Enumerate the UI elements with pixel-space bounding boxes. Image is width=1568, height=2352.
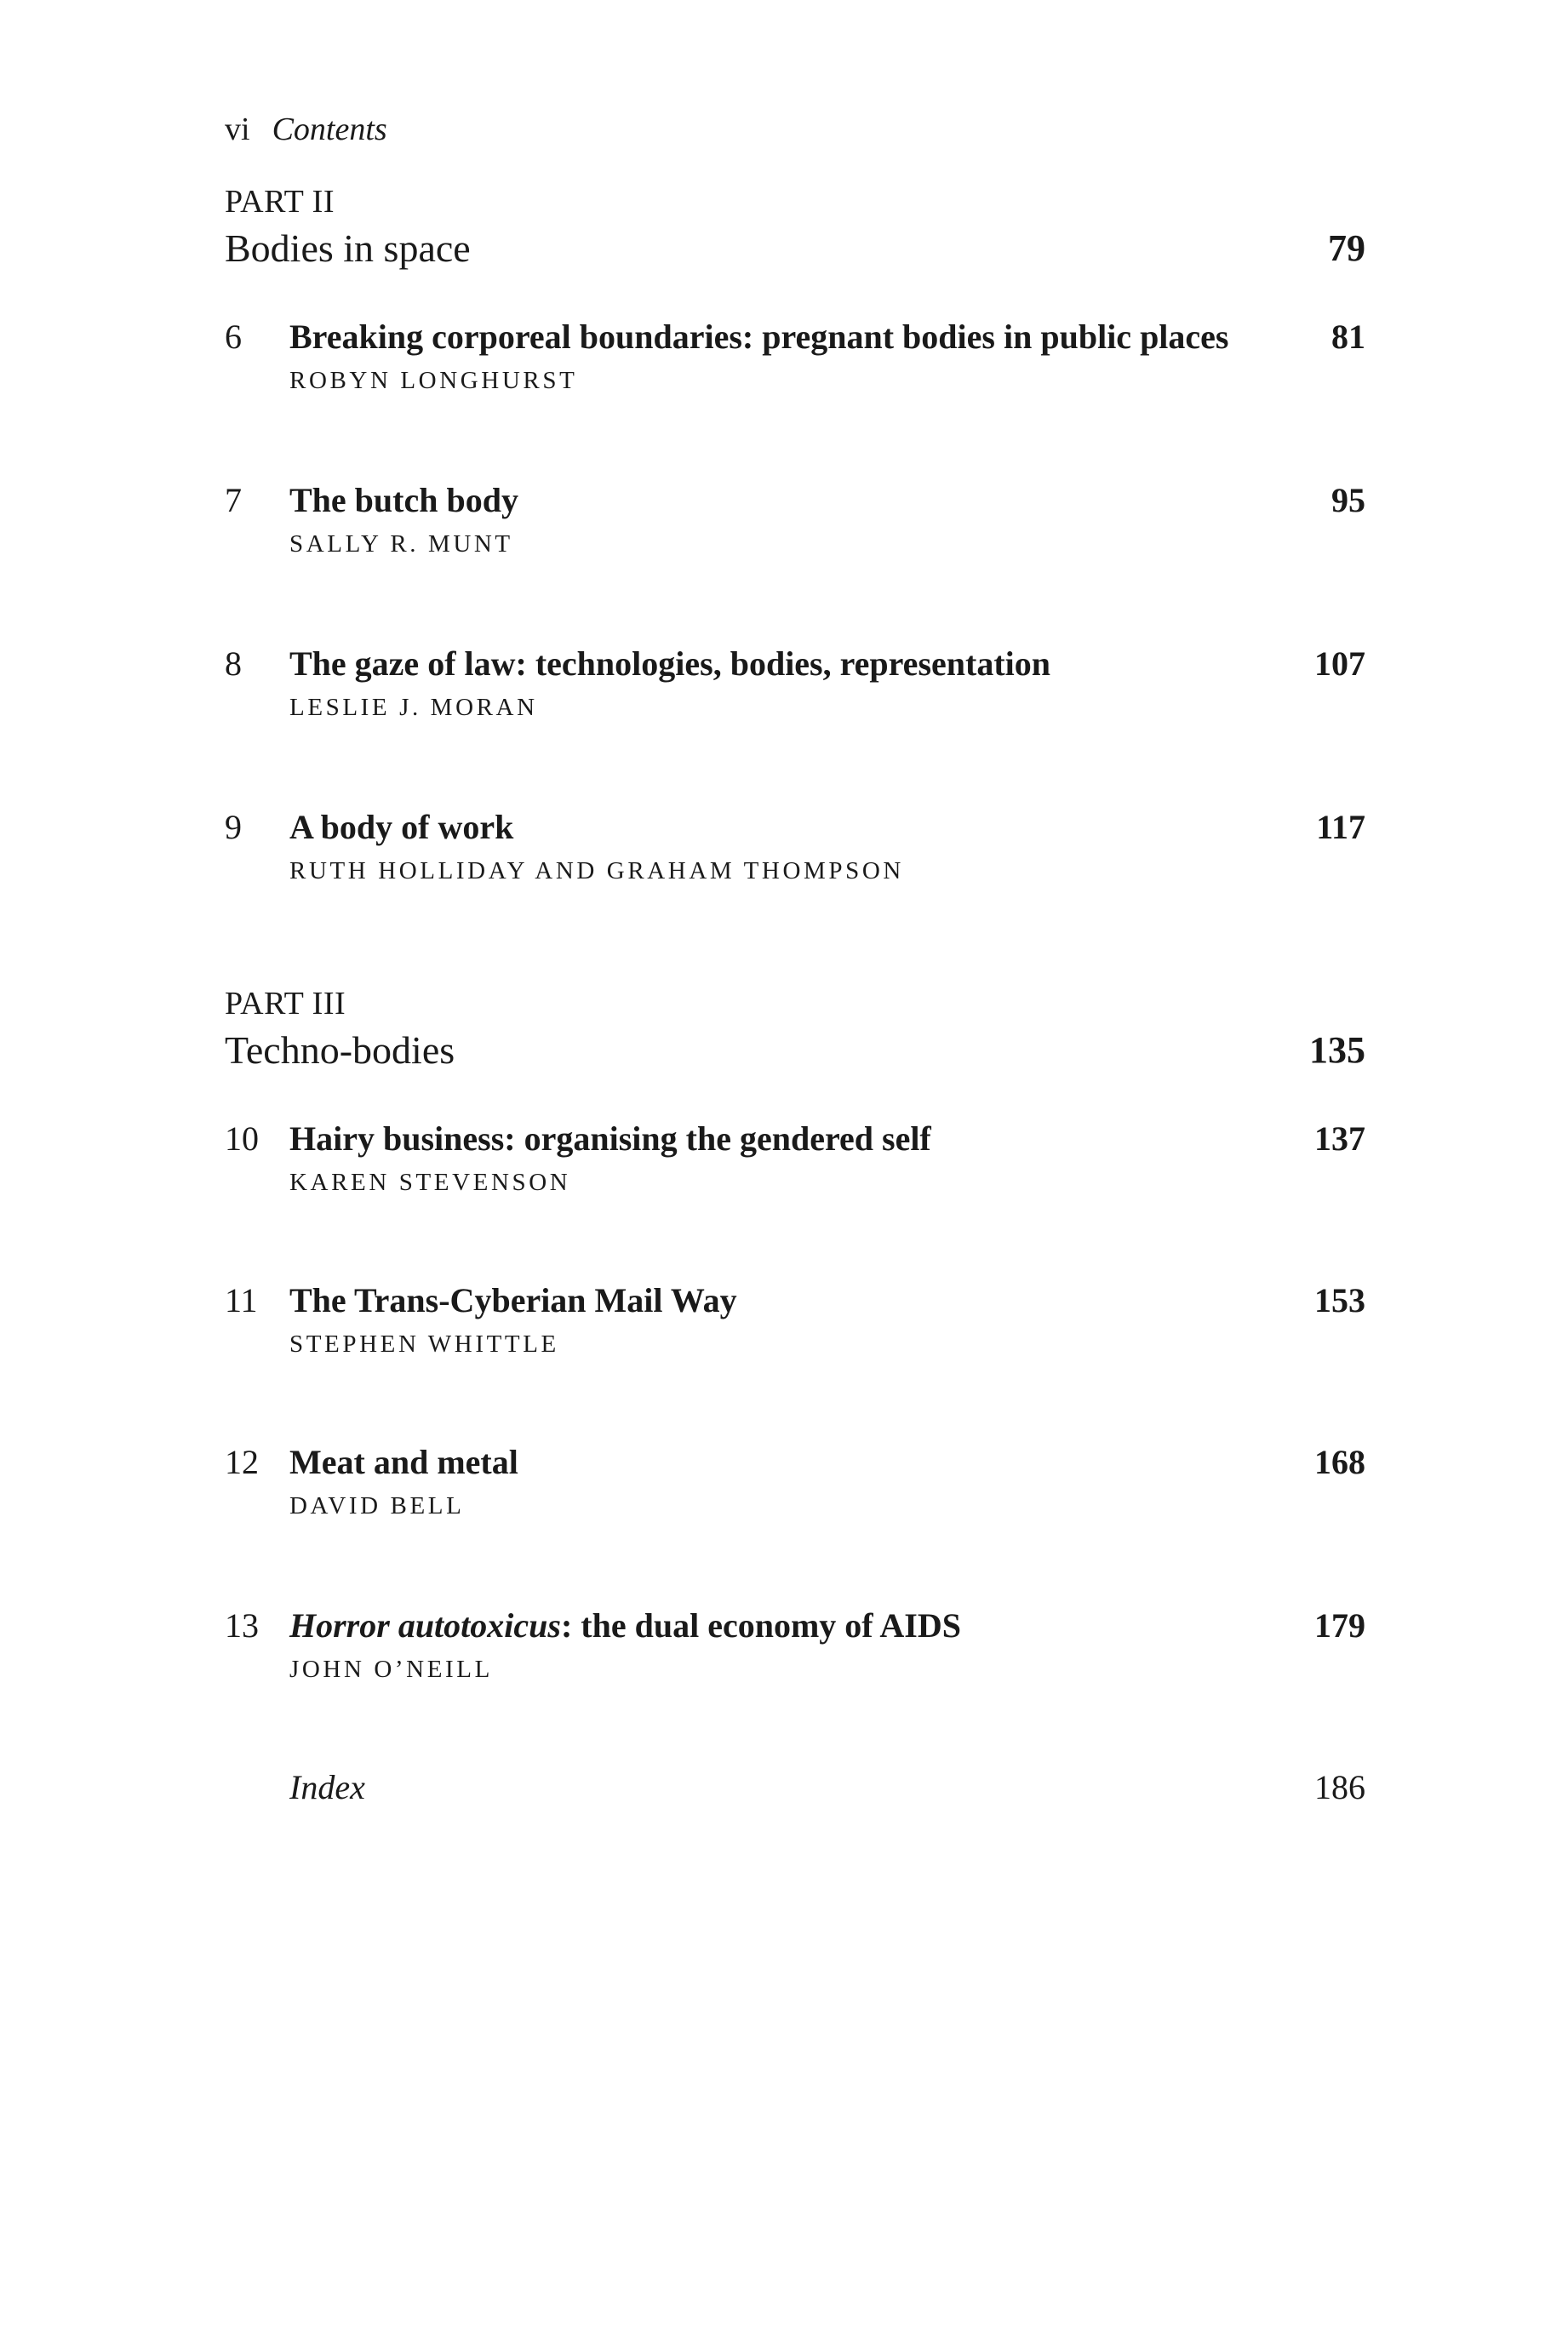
chapter-page-number: 95	[1331, 481, 1365, 519]
chapter-number: 8	[225, 644, 242, 683]
part-heading	[225, 182, 1365, 274]
chapter-title: The gaze of law: technologies, bodies, representation	[289, 644, 1051, 683]
chapter-page-number: 137	[1314, 1119, 1365, 1158]
chapter-author: DAVID BELL	[289, 1492, 465, 1519]
chapter-author: SALLY R. MUNT	[289, 530, 513, 558]
chapter-number: 9	[225, 808, 242, 846]
chapter-number: 12	[225, 1443, 259, 1481]
chapter-page-number: 107	[1314, 644, 1365, 683]
chapter-title: A body of work	[289, 808, 514, 846]
chapter-title: The Trans-Cyberian Mail Way	[289, 1281, 737, 1319]
chapter-number: 10	[225, 1119, 259, 1158]
chapter-title-italic: Horror autotoxicus	[289, 1606, 561, 1645]
chapter-author: STEPHEN WHITTLE	[289, 1331, 559, 1358]
chapter-title: Breaking corporeal boundaries: pregnant bodies in public places	[289, 318, 1229, 356]
toc-entry	[225, 1602, 1365, 1696]
part-label: PART III	[225, 986, 346, 1021]
part-title: Bodies in space	[225, 226, 471, 270]
chapter-author: RUTH HOLLIDAY AND GRAHAM THOMPSON	[289, 857, 904, 884]
chapter-title-rest: : the dual economy of AIDS	[560, 1606, 961, 1645]
chapter-number: 11	[225, 1281, 258, 1319]
part-title: Techno-bodies	[225, 1028, 455, 1072]
running-head	[225, 109, 387, 150]
toc-entry	[225, 1439, 1365, 1532]
chapter-page-number: 168	[1314, 1443, 1365, 1481]
toc-entry	[225, 1115, 1365, 1209]
chapter-author: LESLIE J. MORAN	[289, 694, 538, 721]
index-label: Index	[289, 1768, 365, 1806]
chapter-title: Hairy business: organising the gendered self	[289, 1119, 931, 1158]
chapter-author: ROBYN LONGHURST	[289, 367, 578, 394]
toc-entry	[225, 477, 1365, 570]
chapter-page-number: 117	[1316, 808, 1365, 846]
chapter-title: Meat and metal	[289, 1443, 518, 1481]
toc-entry	[225, 640, 1365, 734]
toc-entry	[225, 313, 1365, 407]
running-head-title: Contents	[272, 112, 387, 147]
toc-index-entry	[225, 1764, 1365, 1811]
toc-entry	[225, 1277, 1365, 1371]
part-page-number: 135	[1309, 1029, 1365, 1071]
chapter-title	[289, 1602, 961, 1650]
part-page-number: 79	[1328, 227, 1365, 269]
chapter-author: JOHN O’NEILL	[289, 1656, 493, 1683]
chapter-page-number: 153	[1314, 1281, 1365, 1319]
page-folio: vi	[225, 112, 250, 147]
chapter-page-number: 179	[1314, 1606, 1365, 1645]
chapter-page-number: 81	[1331, 318, 1365, 356]
part-heading	[225, 984, 1365, 1076]
index-page-number: 186	[1314, 1768, 1365, 1806]
toc-entry	[225, 804, 1365, 897]
chapter-number: 13	[225, 1606, 259, 1645]
chapter-number: 7	[225, 481, 242, 519]
chapter-number: 6	[225, 318, 242, 356]
part-label: PART II	[225, 184, 335, 220]
chapter-title: The butch body	[289, 481, 518, 519]
chapter-author: KAREN STEVENSON	[289, 1169, 571, 1196]
